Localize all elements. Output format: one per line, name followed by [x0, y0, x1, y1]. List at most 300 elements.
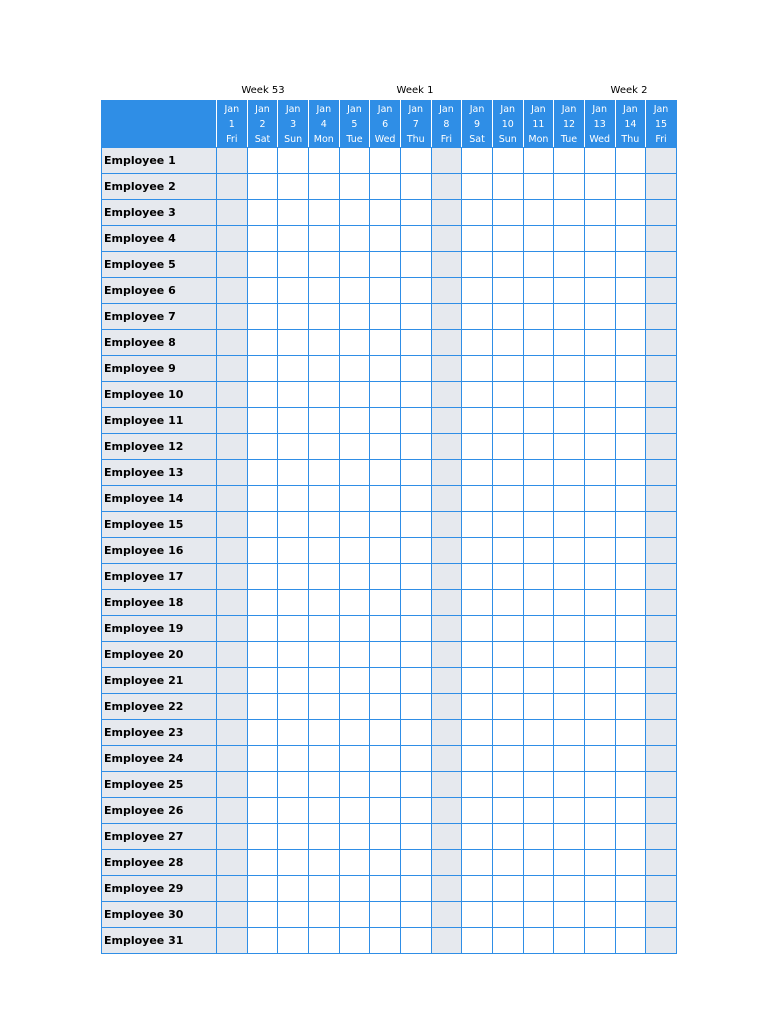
schedule-cell[interactable]	[615, 772, 646, 798]
schedule-cell[interactable]	[278, 408, 309, 434]
schedule-cell[interactable]	[370, 564, 401, 590]
schedule-cell[interactable]	[462, 408, 493, 434]
schedule-cell[interactable]	[247, 538, 278, 564]
schedule-cell[interactable]	[554, 902, 585, 928]
schedule-cell[interactable]	[247, 408, 278, 434]
schedule-cell[interactable]	[370, 460, 401, 486]
schedule-cell[interactable]	[400, 330, 431, 356]
schedule-cell[interactable]	[523, 850, 554, 876]
schedule-cell[interactable]	[339, 720, 370, 746]
schedule-cell[interactable]	[554, 460, 585, 486]
schedule-cell[interactable]	[584, 876, 615, 902]
schedule-cell[interactable]	[247, 694, 278, 720]
schedule-cell[interactable]	[523, 382, 554, 408]
schedule-cell[interactable]	[400, 850, 431, 876]
schedule-cell[interactable]	[278, 876, 309, 902]
schedule-cell[interactable]	[400, 148, 431, 174]
schedule-cell[interactable]	[339, 538, 370, 564]
schedule-cell[interactable]	[523, 772, 554, 798]
schedule-cell[interactable]	[615, 616, 646, 642]
schedule-cell[interactable]	[247, 512, 278, 538]
schedule-cell[interactable]	[615, 590, 646, 616]
schedule-cell[interactable]	[584, 512, 615, 538]
schedule-cell[interactable]	[492, 616, 523, 642]
schedule-cell[interactable]	[615, 694, 646, 720]
schedule-cell[interactable]	[308, 252, 339, 278]
schedule-cell[interactable]	[523, 252, 554, 278]
schedule-cell[interactable]	[278, 772, 309, 798]
schedule-cell[interactable]	[554, 538, 585, 564]
schedule-cell[interactable]	[400, 642, 431, 668]
schedule-cell[interactable]	[308, 460, 339, 486]
schedule-cell[interactable]	[615, 252, 646, 278]
schedule-cell[interactable]	[462, 174, 493, 200]
schedule-cell[interactable]	[492, 252, 523, 278]
schedule-cell[interactable]	[400, 538, 431, 564]
schedule-cell[interactable]	[247, 590, 278, 616]
schedule-cell[interactable]	[370, 148, 401, 174]
schedule-cell[interactable]	[400, 278, 431, 304]
schedule-cell[interactable]	[431, 928, 462, 954]
schedule-cell[interactable]	[308, 902, 339, 928]
schedule-cell[interactable]	[278, 928, 309, 954]
schedule-cell[interactable]	[431, 642, 462, 668]
schedule-cell[interactable]	[217, 434, 248, 460]
schedule-cell[interactable]	[278, 486, 309, 512]
schedule-cell[interactable]	[339, 382, 370, 408]
schedule-cell[interactable]	[615, 824, 646, 850]
schedule-cell[interactable]	[523, 408, 554, 434]
schedule-cell[interactable]	[400, 798, 431, 824]
schedule-cell[interactable]	[431, 746, 462, 772]
schedule-cell[interactable]	[462, 382, 493, 408]
schedule-cell[interactable]	[492, 772, 523, 798]
schedule-cell[interactable]	[308, 512, 339, 538]
schedule-cell[interactable]	[523, 512, 554, 538]
schedule-cell[interactable]	[339, 746, 370, 772]
schedule-cell[interactable]	[523, 902, 554, 928]
schedule-cell[interactable]	[462, 798, 493, 824]
schedule-cell[interactable]	[554, 746, 585, 772]
schedule-cell[interactable]	[217, 226, 248, 252]
schedule-cell[interactable]	[431, 382, 462, 408]
schedule-cell[interactable]	[370, 200, 401, 226]
schedule-cell[interactable]	[646, 720, 677, 746]
schedule-cell[interactable]	[554, 200, 585, 226]
schedule-cell[interactable]	[554, 694, 585, 720]
schedule-cell[interactable]	[646, 746, 677, 772]
schedule-cell[interactable]	[370, 252, 401, 278]
schedule-cell[interactable]	[278, 850, 309, 876]
schedule-cell[interactable]	[615, 200, 646, 226]
schedule-cell[interactable]	[492, 564, 523, 590]
schedule-cell[interactable]	[523, 460, 554, 486]
schedule-cell[interactable]	[431, 798, 462, 824]
schedule-cell[interactable]	[492, 460, 523, 486]
schedule-cell[interactable]	[431, 226, 462, 252]
schedule-cell[interactable]	[247, 252, 278, 278]
schedule-cell[interactable]	[370, 850, 401, 876]
schedule-cell[interactable]	[217, 772, 248, 798]
schedule-cell[interactable]	[339, 486, 370, 512]
schedule-cell[interactable]	[523, 616, 554, 642]
schedule-cell[interactable]	[370, 876, 401, 902]
schedule-cell[interactable]	[431, 564, 462, 590]
schedule-cell[interactable]	[278, 174, 309, 200]
schedule-cell[interactable]	[646, 694, 677, 720]
schedule-cell[interactable]	[523, 668, 554, 694]
schedule-cell[interactable]	[431, 694, 462, 720]
schedule-cell[interactable]	[278, 330, 309, 356]
schedule-cell[interactable]	[431, 356, 462, 382]
schedule-cell[interactable]	[462, 148, 493, 174]
schedule-cell[interactable]	[462, 720, 493, 746]
schedule-cell[interactable]	[247, 772, 278, 798]
schedule-cell[interactable]	[615, 512, 646, 538]
schedule-cell[interactable]	[217, 928, 248, 954]
schedule-cell[interactable]	[646, 642, 677, 668]
schedule-cell[interactable]	[370, 330, 401, 356]
schedule-cell[interactable]	[370, 642, 401, 668]
schedule-cell[interactable]	[462, 460, 493, 486]
schedule-cell[interactable]	[308, 278, 339, 304]
schedule-cell[interactable]	[400, 174, 431, 200]
schedule-cell[interactable]	[278, 564, 309, 590]
schedule-cell[interactable]	[370, 278, 401, 304]
schedule-cell[interactable]	[400, 720, 431, 746]
schedule-cell[interactable]	[523, 304, 554, 330]
schedule-cell[interactable]	[400, 928, 431, 954]
schedule-cell[interactable]	[278, 382, 309, 408]
schedule-cell[interactable]	[492, 148, 523, 174]
schedule-cell[interactable]	[554, 382, 585, 408]
schedule-cell[interactable]	[492, 538, 523, 564]
schedule-cell[interactable]	[462, 850, 493, 876]
schedule-cell[interactable]	[339, 148, 370, 174]
schedule-cell[interactable]	[462, 694, 493, 720]
schedule-cell[interactable]	[217, 850, 248, 876]
schedule-cell[interactable]	[554, 278, 585, 304]
schedule-cell[interactable]	[523, 746, 554, 772]
schedule-cell[interactable]	[615, 408, 646, 434]
schedule-cell[interactable]	[308, 304, 339, 330]
schedule-cell[interactable]	[400, 408, 431, 434]
schedule-cell[interactable]	[247, 382, 278, 408]
schedule-cell[interactable]	[247, 226, 278, 252]
schedule-cell[interactable]	[462, 538, 493, 564]
schedule-cell[interactable]	[339, 356, 370, 382]
schedule-cell[interactable]	[278, 824, 309, 850]
schedule-cell[interactable]	[554, 174, 585, 200]
schedule-cell[interactable]	[523, 278, 554, 304]
schedule-cell[interactable]	[615, 148, 646, 174]
schedule-cell[interactable]	[462, 876, 493, 902]
schedule-cell[interactable]	[247, 720, 278, 746]
schedule-cell[interactable]	[492, 850, 523, 876]
schedule-cell[interactable]	[278, 902, 309, 928]
schedule-cell[interactable]	[431, 720, 462, 746]
schedule-cell[interactable]	[278, 460, 309, 486]
schedule-cell[interactable]	[554, 824, 585, 850]
schedule-cell[interactable]	[308, 876, 339, 902]
schedule-cell[interactable]	[339, 252, 370, 278]
schedule-cell[interactable]	[431, 148, 462, 174]
schedule-cell[interactable]	[400, 226, 431, 252]
schedule-cell[interactable]	[339, 850, 370, 876]
schedule-cell[interactable]	[370, 746, 401, 772]
schedule-cell[interactable]	[370, 408, 401, 434]
schedule-cell[interactable]	[492, 824, 523, 850]
schedule-cell[interactable]	[217, 382, 248, 408]
schedule-cell[interactable]	[646, 174, 677, 200]
schedule-cell[interactable]	[492, 174, 523, 200]
schedule-cell[interactable]	[554, 772, 585, 798]
schedule-cell[interactable]	[646, 200, 677, 226]
schedule-cell[interactable]	[523, 148, 554, 174]
schedule-cell[interactable]	[492, 408, 523, 434]
schedule-cell[interactable]	[339, 824, 370, 850]
schedule-cell[interactable]	[584, 850, 615, 876]
schedule-cell[interactable]	[615, 382, 646, 408]
schedule-cell[interactable]	[308, 928, 339, 954]
schedule-cell[interactable]	[339, 772, 370, 798]
schedule-cell[interactable]	[278, 590, 309, 616]
schedule-cell[interactable]	[615, 746, 646, 772]
schedule-cell[interactable]	[339, 434, 370, 460]
schedule-cell[interactable]	[492, 200, 523, 226]
schedule-cell[interactable]	[646, 226, 677, 252]
schedule-cell[interactable]	[308, 434, 339, 460]
schedule-cell[interactable]	[492, 278, 523, 304]
schedule-cell[interactable]	[278, 668, 309, 694]
schedule-cell[interactable]	[462, 590, 493, 616]
schedule-cell[interactable]	[247, 616, 278, 642]
schedule-cell[interactable]	[584, 408, 615, 434]
schedule-cell[interactable]	[462, 902, 493, 928]
schedule-cell[interactable]	[339, 408, 370, 434]
schedule-cell[interactable]	[584, 148, 615, 174]
schedule-cell[interactable]	[217, 148, 248, 174]
schedule-cell[interactable]	[339, 616, 370, 642]
schedule-cell[interactable]	[431, 902, 462, 928]
schedule-cell[interactable]	[217, 408, 248, 434]
schedule-cell[interactable]	[584, 252, 615, 278]
schedule-cell[interactable]	[523, 486, 554, 512]
schedule-cell[interactable]	[370, 798, 401, 824]
schedule-cell[interactable]	[615, 668, 646, 694]
schedule-cell[interactable]	[462, 356, 493, 382]
schedule-cell[interactable]	[462, 330, 493, 356]
schedule-cell[interactable]	[217, 252, 248, 278]
schedule-cell[interactable]	[492, 694, 523, 720]
schedule-cell[interactable]	[462, 434, 493, 460]
schedule-cell[interactable]	[217, 512, 248, 538]
schedule-cell[interactable]	[308, 564, 339, 590]
schedule-cell[interactable]	[462, 824, 493, 850]
schedule-cell[interactable]	[339, 928, 370, 954]
schedule-cell[interactable]	[492, 720, 523, 746]
schedule-cell[interactable]	[308, 538, 339, 564]
schedule-cell[interactable]	[584, 200, 615, 226]
schedule-cell[interactable]	[584, 772, 615, 798]
schedule-cell[interactable]	[247, 928, 278, 954]
schedule-cell[interactable]	[217, 174, 248, 200]
schedule-cell[interactable]	[370, 226, 401, 252]
schedule-cell[interactable]	[615, 564, 646, 590]
schedule-cell[interactable]	[278, 642, 309, 668]
schedule-cell[interactable]	[584, 824, 615, 850]
schedule-cell[interactable]	[339, 226, 370, 252]
schedule-cell[interactable]	[308, 850, 339, 876]
schedule-cell[interactable]	[431, 772, 462, 798]
schedule-cell[interactable]	[247, 564, 278, 590]
schedule-cell[interactable]	[400, 590, 431, 616]
schedule-cell[interactable]	[278, 694, 309, 720]
schedule-cell[interactable]	[431, 850, 462, 876]
schedule-cell[interactable]	[554, 252, 585, 278]
schedule-cell[interactable]	[370, 824, 401, 850]
schedule-cell[interactable]	[247, 746, 278, 772]
schedule-cell[interactable]	[554, 668, 585, 694]
schedule-cell[interactable]	[217, 356, 248, 382]
schedule-cell[interactable]	[339, 200, 370, 226]
schedule-cell[interactable]	[217, 486, 248, 512]
schedule-cell[interactable]	[247, 460, 278, 486]
schedule-cell[interactable]	[584, 226, 615, 252]
schedule-cell[interactable]	[615, 330, 646, 356]
schedule-cell[interactable]	[308, 148, 339, 174]
schedule-cell[interactable]	[370, 902, 401, 928]
schedule-cell[interactable]	[400, 668, 431, 694]
schedule-cell[interactable]	[400, 460, 431, 486]
schedule-cell[interactable]	[247, 824, 278, 850]
schedule-cell[interactable]	[247, 278, 278, 304]
schedule-cell[interactable]	[400, 200, 431, 226]
schedule-cell[interactable]	[217, 538, 248, 564]
schedule-cell[interactable]	[431, 460, 462, 486]
schedule-cell[interactable]	[584, 642, 615, 668]
schedule-cell[interactable]	[492, 330, 523, 356]
schedule-cell[interactable]	[339, 642, 370, 668]
schedule-cell[interactable]	[554, 408, 585, 434]
schedule-cell[interactable]	[247, 902, 278, 928]
schedule-cell[interactable]	[339, 668, 370, 694]
schedule-cell[interactable]	[278, 434, 309, 460]
schedule-cell[interactable]	[584, 902, 615, 928]
schedule-cell[interactable]	[615, 356, 646, 382]
schedule-cell[interactable]	[584, 460, 615, 486]
schedule-cell[interactable]	[584, 174, 615, 200]
schedule-cell[interactable]	[554, 564, 585, 590]
schedule-cell[interactable]	[431, 330, 462, 356]
schedule-cell[interactable]	[400, 486, 431, 512]
schedule-cell[interactable]	[308, 824, 339, 850]
schedule-cell[interactable]	[370, 538, 401, 564]
schedule-cell[interactable]	[400, 304, 431, 330]
schedule-cell[interactable]	[400, 694, 431, 720]
schedule-cell[interactable]	[492, 382, 523, 408]
schedule-cell[interactable]	[217, 720, 248, 746]
schedule-cell[interactable]	[584, 720, 615, 746]
schedule-cell[interactable]	[615, 304, 646, 330]
schedule-cell[interactable]	[554, 798, 585, 824]
schedule-cell[interactable]	[523, 876, 554, 902]
schedule-cell[interactable]	[615, 928, 646, 954]
schedule-cell[interactable]	[584, 304, 615, 330]
schedule-cell[interactable]	[370, 590, 401, 616]
schedule-cell[interactable]	[339, 278, 370, 304]
schedule-cell[interactable]	[247, 148, 278, 174]
schedule-cell[interactable]	[278, 512, 309, 538]
schedule-cell[interactable]	[431, 824, 462, 850]
schedule-cell[interactable]	[400, 356, 431, 382]
schedule-cell[interactable]	[646, 434, 677, 460]
schedule-cell[interactable]	[615, 850, 646, 876]
schedule-cell[interactable]	[492, 642, 523, 668]
schedule-cell[interactable]	[308, 642, 339, 668]
schedule-cell[interactable]	[646, 382, 677, 408]
schedule-cell[interactable]	[370, 616, 401, 642]
schedule-cell[interactable]	[523, 798, 554, 824]
schedule-cell[interactable]	[217, 460, 248, 486]
schedule-cell[interactable]	[646, 278, 677, 304]
schedule-cell[interactable]	[584, 668, 615, 694]
schedule-cell[interactable]	[646, 902, 677, 928]
schedule-cell[interactable]	[615, 538, 646, 564]
schedule-cell[interactable]	[247, 850, 278, 876]
schedule-cell[interactable]	[646, 876, 677, 902]
schedule-cell[interactable]	[584, 564, 615, 590]
schedule-cell[interactable]	[615, 798, 646, 824]
schedule-cell[interactable]	[217, 746, 248, 772]
schedule-cell[interactable]	[584, 356, 615, 382]
schedule-cell[interactable]	[554, 850, 585, 876]
schedule-cell[interactable]	[217, 330, 248, 356]
schedule-cell[interactable]	[646, 486, 677, 512]
schedule-cell[interactable]	[646, 928, 677, 954]
schedule-cell[interactable]	[462, 486, 493, 512]
schedule-cell[interactable]	[278, 278, 309, 304]
schedule-cell[interactable]	[462, 746, 493, 772]
schedule-cell[interactable]	[554, 330, 585, 356]
schedule-cell[interactable]	[584, 278, 615, 304]
schedule-cell[interactable]	[615, 460, 646, 486]
schedule-cell[interactable]	[554, 512, 585, 538]
schedule-cell[interactable]	[278, 356, 309, 382]
schedule-cell[interactable]	[247, 434, 278, 460]
schedule-cell[interactable]	[492, 746, 523, 772]
schedule-cell[interactable]	[217, 824, 248, 850]
schedule-cell[interactable]	[278, 616, 309, 642]
schedule-cell[interactable]	[370, 486, 401, 512]
schedule-cell[interactable]	[370, 434, 401, 460]
schedule-cell[interactable]	[584, 538, 615, 564]
schedule-cell[interactable]	[554, 928, 585, 954]
schedule-cell[interactable]	[431, 252, 462, 278]
schedule-cell[interactable]	[308, 356, 339, 382]
schedule-cell[interactable]	[308, 772, 339, 798]
schedule-cell[interactable]	[462, 512, 493, 538]
schedule-cell[interactable]	[646, 148, 677, 174]
schedule-cell[interactable]	[339, 902, 370, 928]
schedule-cell[interactable]	[584, 616, 615, 642]
schedule-cell[interactable]	[584, 928, 615, 954]
schedule-cell[interactable]	[584, 590, 615, 616]
schedule-cell[interactable]	[308, 746, 339, 772]
schedule-cell[interactable]	[523, 720, 554, 746]
schedule-cell[interactable]	[523, 824, 554, 850]
schedule-cell[interactable]	[523, 226, 554, 252]
